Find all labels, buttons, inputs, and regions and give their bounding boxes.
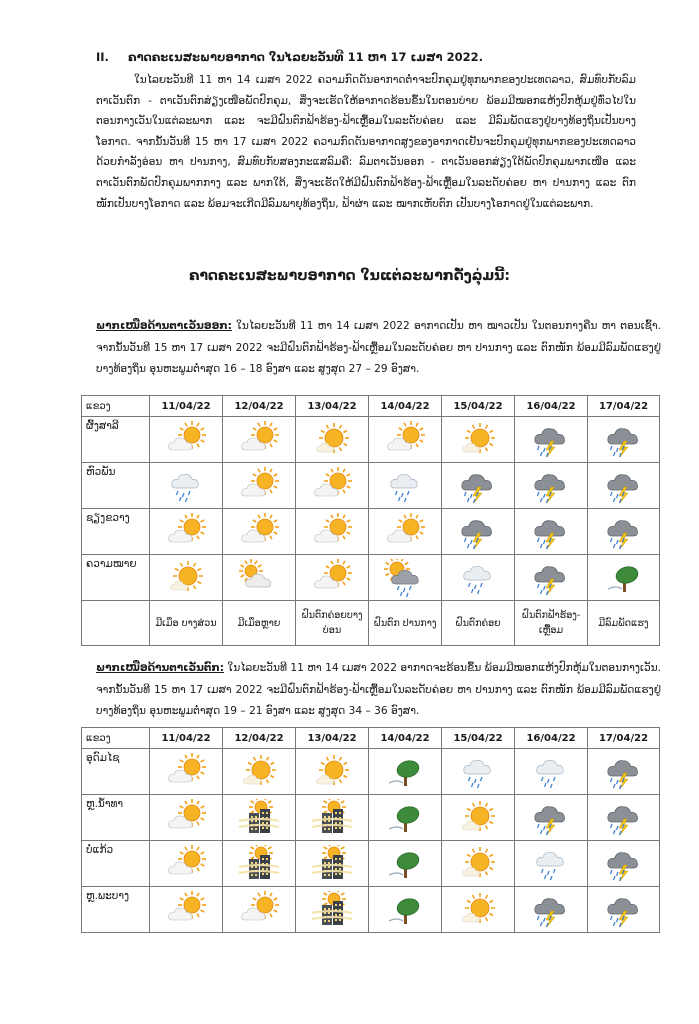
windy-tree-icon xyxy=(369,753,441,791)
legend-label: ຝົນຕົກຟ້າຮ້ອງ- ເຫຼື້ອມ xyxy=(515,601,588,646)
weather-cell xyxy=(296,841,369,887)
weather-cell xyxy=(150,509,223,555)
legend-label: ມີເມຶອຫຼາຍ xyxy=(223,601,296,646)
thunderstorm-icon xyxy=(588,845,659,883)
legend-label: ຝົນຕົກຄ່ອຍບາງ ບ່ອນ xyxy=(296,601,369,646)
province-name: ຄວາມໝາຍ xyxy=(82,555,150,601)
region-1-paragraph xyxy=(96,316,661,381)
partly-sunny-icon xyxy=(223,513,295,551)
weather-cell xyxy=(150,749,223,795)
partly-sunny-icon xyxy=(150,421,222,459)
section-paragraph: ໃນໄລຍະວັນທີ 11 ຫາ 14 ເມສາ 2022 ຄວາມກົດດັນອາກາດຕໍ່າຈະປົກຄຸມຢູ່ທຸກພາກຂອງປະເທດລາວ, ສົມທົບກັບລົມຕາເວັນຕົກ - ຕາເວັນຕົກສ່ຽງເໜືອພັດປົກຄຸມ, ສິ່ງຈະເຮັດໃຫ້ອາກາດຮ້ອນຂຶ້ນໃນຕອນບ່າຍ ພ້ອມມີໝອກແຫ້ງປົກຫຸ້ມຢູ່ທົ່ວໄປໃນຕອນກາງເວັນໃນແຕ່ລະພາກ ແລະ ຈະມີຝົນຕົກຟ້າຮ້ອງ-ຟ້າເຫຼື້ອມໃນລະດັບຄ່ອຍ ແລະ ມີລົມພັດແຮງຢູ່ບາງທ້ອງຖິ່ນເປັນບາງໂອກາດ. ຈາກນັ້ນວັນທີ 15 ຫາ 17 ເມສາ 2022 ຄວາມກົດດັນອາກາດສູງຂອງອາກາດເຢັນຈະປົກຄຸມຢູ່ທຸກພາກຂອງປະເທດລາວດ້ວຍກຳລັງອ່ອນ ຫາ ປານກາງ, ສົມທົບກັບສອງກະແສລົມຄື: ລົມຕາເວັນອອກ - ຕາເວັນອອກສ່ຽງໃຕ້ພັດປົກຄຸມພາກເໜືອ ແລະ ຕາເວັນຕົກພັດປົກຄຸມພາກກາງ ແລະ ພາກໃຕ້, ສິ່ງຈະເຮັດໃຫ້ມີຝົນຕົກຟ້າຮ້ອງ-ຟ້າເຫຼື້ອມໃນລະດັບຄ່ອຍ ຫາ ປານກາງ ແລະ ຕົກໜັກເປັນບາງໂອກາດ ແລະ ພ້ອມຈະເກີດມີລົມພາຍຸທ້ອງຖິ່ນ, ຟ້າຜ່າ ແລະ ໝາກເຫັບຕົກ ເປັນບາງໂອກາດຢູ່ໃນແຕ່ລະພາກ. xyxy=(96,74,636,210)
weather-cell xyxy=(515,795,588,841)
weather-cell xyxy=(515,841,588,887)
weather-cell xyxy=(369,887,442,933)
weather-cell xyxy=(588,509,660,555)
table-row xyxy=(82,463,660,509)
cloudy-sun-icon xyxy=(223,559,295,597)
weather-cell xyxy=(588,417,660,463)
weather-cell xyxy=(223,555,296,601)
weather-cell xyxy=(150,887,223,933)
partly-sunny-icon xyxy=(150,753,222,791)
date-header: 16/04/22 xyxy=(515,396,588,417)
weather-cell xyxy=(369,795,442,841)
thunderstorm-icon xyxy=(515,513,587,551)
table-row xyxy=(82,509,660,555)
hazy-city-icon xyxy=(296,845,368,883)
partly-sunny-icon xyxy=(296,559,368,597)
region-2-title: ພາກເໜືອດ້ານຕາເວັນຕົກ: xyxy=(96,662,224,674)
windy-tree-icon xyxy=(369,891,441,929)
weather-cell xyxy=(588,749,660,795)
date-header: 14/04/22 xyxy=(369,728,442,749)
legend-row xyxy=(82,601,660,646)
light-rain-icon xyxy=(369,467,441,505)
thunderstorm-icon xyxy=(515,799,587,837)
weather-cell xyxy=(150,417,223,463)
weather-cell xyxy=(296,463,369,509)
weather-cell xyxy=(369,463,442,509)
region-1-title: ພາກເໜືອດ້ານຕາເວັນອອກ: xyxy=(96,320,232,332)
province-header: ແຂວງ xyxy=(82,396,150,417)
thunderstorm-icon xyxy=(588,799,659,837)
sunny-icon xyxy=(442,845,514,883)
weather-cell xyxy=(296,749,369,795)
weather-cell xyxy=(296,555,369,601)
weather-cell xyxy=(588,555,660,601)
weather-cell xyxy=(223,463,296,509)
weather-cell xyxy=(442,795,515,841)
partly-sunny-icon xyxy=(296,467,368,505)
weather-cell xyxy=(442,749,515,795)
weather-cell xyxy=(442,887,515,933)
weather-cell xyxy=(150,795,223,841)
section-title: ຄາດຄະເນສະພາບອາກາດ ໃນໄລຍະວັນທີ 11 ຫາ 17 ເມສາ 2022. xyxy=(128,50,483,64)
weather-cell xyxy=(442,463,515,509)
windy-tree-icon xyxy=(369,845,441,883)
light-rain-icon xyxy=(442,559,514,597)
weather-cell xyxy=(515,417,588,463)
weather-cell xyxy=(296,795,369,841)
weather-cell xyxy=(369,841,442,887)
weather-cell xyxy=(588,887,660,933)
region-1-forecast-table xyxy=(81,395,660,646)
legend-label: ມີລົມພັດແຮງ xyxy=(588,601,660,646)
province-name: ຊຽງຂວາງ xyxy=(82,509,150,555)
partly-sunny-icon xyxy=(150,845,222,883)
weather-cell xyxy=(223,749,296,795)
weather-cell xyxy=(369,749,442,795)
legend-label: ຝົນຕົກ ປານກາງ xyxy=(369,601,442,646)
province-name: ຜົ້ງສາລີ xyxy=(82,417,150,463)
legend-label: ມີເມຶອ ບາງສ່ວນ xyxy=(150,601,223,646)
date-header: 11/04/22 xyxy=(150,728,223,749)
weather-cell xyxy=(515,887,588,933)
weather-cell xyxy=(150,463,223,509)
region-2-text: ໃນໄລຍະວັນທີ 11 ຫາ 14 ເມສາ 2022 ອາກາດຈະຮ້ອນຂຶ້ນ ພ້ອມມີໝອກແຫ້ງປົກຫຸ້ມໃນຕອນກາງເວັນ. ຈາກນັ້ນວັນທີ 15 ຫາ 17 ເມສາ 2022 ຈະມີຝົນຕົກຟ້າຮ້ອງ-ຟ້າເຫຼື້ອມໃນລະດັບຄ່ອຍ ຫາ ປານກາງ ແລະ ຕົກໜັກ ພ້ອມມີລົມພັດແຮງຢູ່ບາງທ້ອງຖິ່ນ ອຸນຫະພູມຕໍ່າສຸດ 19 – 21 ອົງສາ ແລະ ສູງສຸດ 34 – 36 ອົງສາ. xyxy=(96,662,661,717)
sunny-icon xyxy=(150,559,222,597)
hazy-city-icon xyxy=(223,845,295,883)
province-name: ຫຼ.ນໍ້າທາ xyxy=(82,795,150,841)
weather-cell xyxy=(369,417,442,463)
hazy-city-icon xyxy=(296,891,368,929)
province-header: ແຂວງ xyxy=(82,728,150,749)
sunny-icon xyxy=(296,753,368,791)
weather-cell xyxy=(515,555,588,601)
thunderstorm-icon xyxy=(588,891,659,929)
weather-cell xyxy=(223,509,296,555)
partly-sunny-icon xyxy=(150,891,222,929)
date-header: 13/04/22 xyxy=(296,396,369,417)
partly-sunny-icon xyxy=(223,467,295,505)
table-row xyxy=(82,555,660,601)
thunderstorm-icon xyxy=(442,513,514,551)
weather-cell xyxy=(150,555,223,601)
weather-cell xyxy=(296,417,369,463)
hazy-city-icon xyxy=(223,799,295,837)
weather-cell xyxy=(588,841,660,887)
weather-cell xyxy=(515,749,588,795)
partly-sunny-icon xyxy=(369,513,441,551)
date-header: 17/04/22 xyxy=(588,396,660,417)
weather-cell xyxy=(588,463,660,509)
sunny-icon xyxy=(296,421,368,459)
sunny-icon xyxy=(442,891,514,929)
thunderstorm-icon xyxy=(588,513,659,551)
thunderstorm-icon xyxy=(515,421,587,459)
province-name: ຫົວພັນ xyxy=(82,463,150,509)
region-2-forecast-table xyxy=(81,727,660,933)
legend-label: ຝົນຕົກຄ່ອຍ xyxy=(442,601,515,646)
windy-tree-icon xyxy=(369,799,441,837)
weather-cell xyxy=(223,841,296,887)
light-rain-icon xyxy=(150,467,222,505)
date-header: 15/04/22 xyxy=(442,396,515,417)
date-header: 12/04/22 xyxy=(223,728,296,749)
light-rain-icon xyxy=(515,753,587,791)
region-2-paragraph xyxy=(96,658,661,723)
partly-sunny-icon xyxy=(223,421,295,459)
table-row xyxy=(82,417,660,463)
partly-sunny-icon xyxy=(223,891,295,929)
table-row xyxy=(82,795,660,841)
light-rain-icon xyxy=(442,753,514,791)
windy-tree-icon xyxy=(588,559,659,597)
weather-cell xyxy=(223,887,296,933)
province-name: ອຸດົມໄຊ xyxy=(82,749,150,795)
date-header: 11/04/22 xyxy=(150,396,223,417)
partly-sunny-icon xyxy=(369,421,441,459)
weather-cell xyxy=(223,417,296,463)
table-row xyxy=(82,841,660,887)
table-row xyxy=(82,749,660,795)
region-1-text: ໃນໄລຍະວັນທີ 11 ຫາ 14 ເມສາ 2022 ອາກາດເປັນ ຫາ ໝາວເປັນ ໃນຕອນກາງຄືນ ຫາ ຕອນເຊົ້າ. ຈາກນັ້ນວັນທີ 15 ຫາ 17 ເມສາ 2022 ຈະມີຝົນຕົກຟ້າຮ້ອງ-ຟ້າເຫຼື້ອມໃນລະດັບຄ່ອຍ ຫາ ປານກາງ ແລະ ຕົກໜັກ ພ້ອມມີລົມພັດແຮງຢູ່ບາງທ້ອງຖິ່ນ ອຸນຫະພູມຕໍ່າສຸດ 16 – 18 ອົງສາ ແລະ ສູງສຸດ 27 – 29 ອົງສາ. xyxy=(96,320,661,375)
weather-cell xyxy=(442,555,515,601)
date-header: 12/04/22 xyxy=(223,396,296,417)
province-name: ຫຼ.ພະບາງ xyxy=(82,887,150,933)
thunderstorm-icon xyxy=(515,467,587,505)
partly-sunny-icon xyxy=(150,513,222,551)
thunderstorm-icon xyxy=(588,753,659,791)
thunderstorm-icon xyxy=(588,467,659,505)
thunderstorm-icon xyxy=(588,421,659,459)
weather-cell xyxy=(588,795,660,841)
table-row xyxy=(82,887,660,933)
sunny-icon xyxy=(223,753,295,791)
weather-cell xyxy=(442,417,515,463)
date-header: 15/04/22 xyxy=(442,728,515,749)
date-header: 16/04/22 xyxy=(515,728,588,749)
weather-cell xyxy=(515,463,588,509)
weather-cell xyxy=(296,509,369,555)
date-header: 13/04/22 xyxy=(296,728,369,749)
thunderstorm-icon xyxy=(442,467,514,505)
weather-cell xyxy=(150,841,223,887)
hazy-city-icon xyxy=(296,799,368,837)
weather-cell xyxy=(296,887,369,933)
section-heading xyxy=(96,50,483,64)
partly-sunny-icon xyxy=(296,513,368,551)
weather-cell xyxy=(442,841,515,887)
sun-rain-icon xyxy=(369,559,441,597)
section-number: II. xyxy=(96,50,109,64)
forecast-regions-title: ຄາດຄະເນສະພາບອາກາດ ໃນແຕ່ລະພາກດັ່ງລຸ່ມນີ້: xyxy=(188,268,511,284)
sunny-icon xyxy=(442,421,514,459)
weather-cell xyxy=(442,509,515,555)
weather-cell xyxy=(369,509,442,555)
date-header: 17/04/22 xyxy=(588,728,660,749)
partly-sunny-icon xyxy=(150,799,222,837)
province-name: ບໍ່ແກ້ວ xyxy=(82,841,150,887)
weather-cell xyxy=(515,509,588,555)
light-rain-icon xyxy=(515,845,587,883)
weather-cell xyxy=(223,795,296,841)
thunderstorm-icon xyxy=(515,559,587,597)
sunny-icon xyxy=(442,799,514,837)
date-header: 14/04/22 xyxy=(369,396,442,417)
weather-cell xyxy=(369,555,442,601)
thunderstorm-icon xyxy=(515,891,587,929)
